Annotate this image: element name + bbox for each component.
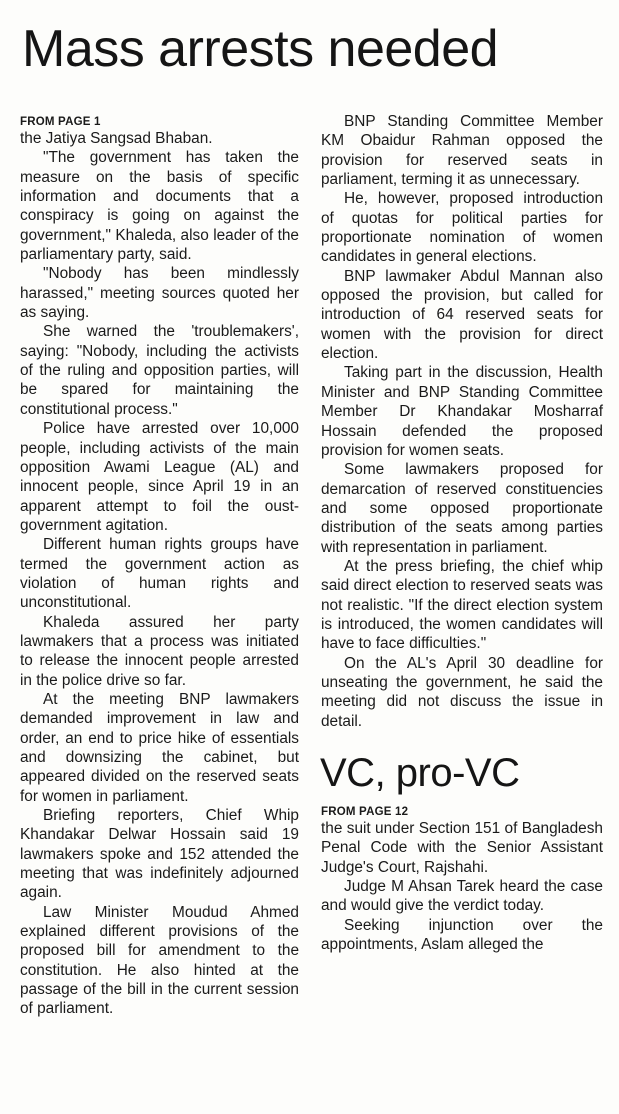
article-paragraph: BNP lawmaker Abdul Mannan also opposed the provision, but called for introduction of 64 reserved seats for women with the provision for direct election.	[321, 267, 603, 363]
article-paragraph: Law Minister Moudud Ahmed explained different provisions of the proposed bill for amendment to the constitution. He also hinted at the passage of the bill in the current session of parliament.	[20, 903, 299, 1018]
article-headline: Mass arrests needed	[22, 20, 499, 78]
article-paragraph: On the AL's April 30 deadline for unseating the government, he said the meeting did not discuss the issue in detail.	[321, 654, 603, 730]
article-paragraph: He, however, proposed introduction of quotas for political parties for proportionate nomination of women candidates in general elections.	[321, 190, 603, 266]
article-paragraph: Police have arrested over 10,000 people, including activists of the main opposition Awami League (AL) and innocent people, since April 19 in an apparent attempt to foil the oust-government agitation.	[20, 420, 299, 534]
article-paragraph: "Nobody has been mindlessly harassed," meeting sources quoted her as saying.	[20, 265, 299, 322]
article-paragraph: She warned the 'troublemakers', saying: "Nobody, including the activists of the ruling and opposition parties, will be spared for maintaining the constitutional process."	[20, 323, 299, 418]
second-story-paragraph: Seeking injunction over the appointments, Aslam alleged the	[321, 916, 603, 954]
left-column	[20, 112, 299, 1019]
article-paragraph: Different human rights groups have termed the government action as violation of human rights and unconstitutional.	[20, 536, 299, 612]
continuation-kicker: FROM PAGE 1	[20, 116, 101, 128]
second-story-paragraph: the suit under Section 151 of Bangladesh Penal Code with the Senior Assistant Judge's Court, Rajshahi.	[321, 820, 603, 876]
second-story-headline: VC, pro-VC	[320, 751, 520, 795]
second-story-kicker: FROM PAGE 12	[321, 806, 409, 818]
article-paragraph: Khaleda assured her party lawmakers that a process was initiated to release the innocent people arrested in the police drive so far.	[20, 613, 299, 689]
article-paragraph: the Jatiya Sangsad Bhaban.	[20, 130, 213, 147]
article-paragraph: Taking part in the discussion, Health Minister and BNP Standing Committee Member Dr Khandakar Mosharraf Hossain defended the proposed provision for women seats.	[321, 364, 603, 459]
article-paragraph: BNP Standing Committee Member KM Obaidur Rahman opposed the provision for reserved seats in parliament, terming it as unnecessary.	[321, 113, 603, 189]
second-story-paragraph: Judge M Ahsan Tarek heard the case and would give the verdict today.	[321, 878, 603, 915]
article-paragraph: "The government has taken the measure on the basis of specific information and documents that a conspiracy is going on against the government," Khaleda, also leader of the parliamentary party, said.	[20, 149, 299, 264]
article-paragraph: Some lawmakers proposed for demarcation of reserved constituencies and some opposed proportionate distribution of the seats among parties with representation in parliament.	[321, 461, 603, 556]
article-paragraph: Briefing reporters, Chief Whip Khandakar Delwar Hossain said 19 lawmakers spoke and 152 attended the meeting that was indefinitely adjourned again.	[20, 807, 299, 902]
right-column	[321, 112, 603, 954]
article-paragraph: At the press briefing, the chief whip said direct election to reserved seats was not realistic. "If the direct election system is introduced, the women candidates will have to face difficulties."	[321, 557, 603, 653]
article-paragraph: At the meeting BNP lawmakers demanded improvement in law and order, an end to price hike of essentials and downsizing the cabinet, but appeared divided on the reserved seats for women in parliament.	[20, 690, 299, 805]
